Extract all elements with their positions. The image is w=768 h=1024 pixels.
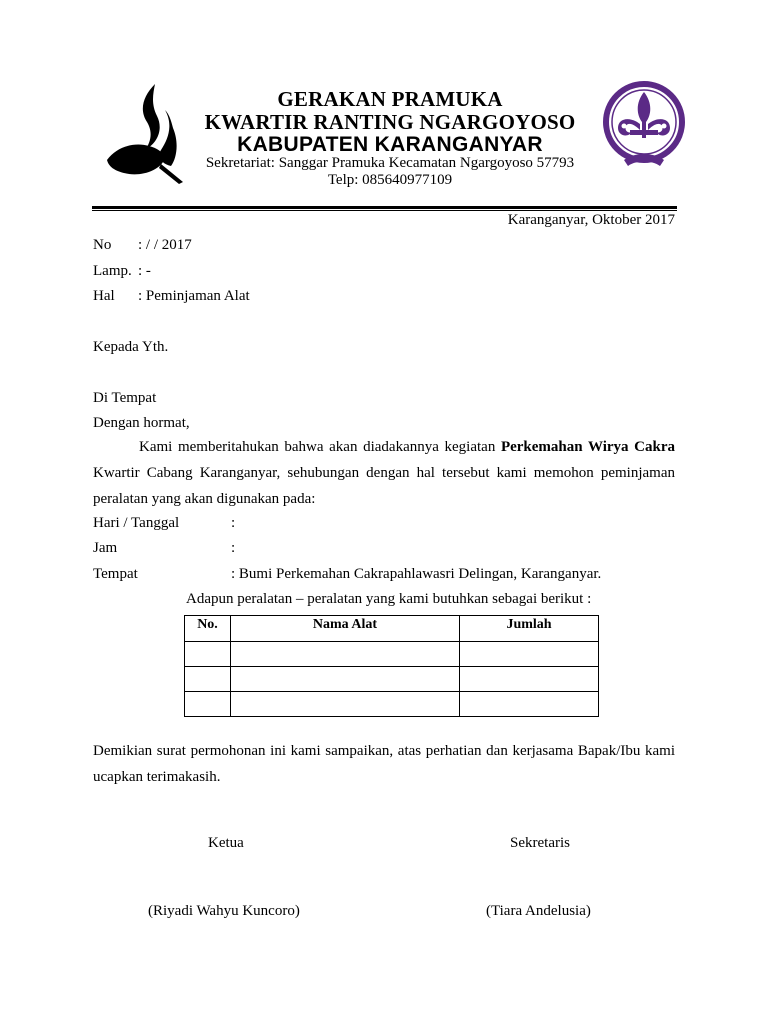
items-table: [184, 615, 599, 717]
closing-paragraph: Demikian surat permohonan ini kami sampaikan, atas perhatian dan kerjasama Bapak/Ibu kami ucapkan terimakasih.: [93, 743, 675, 785]
signature-left-name: (Riyadi Wahyu Kuncoro): [148, 903, 300, 919]
hari-label: Hari / Tanggal: [93, 515, 180, 531]
recipient-place: Di Tempat: [93, 390, 157, 406]
wosm-emblem-logo: [600, 80, 688, 176]
table-cell: [460, 692, 599, 717]
letterhead-rule-thin: [92, 210, 677, 211]
signature-right-title: Sekretaris: [510, 835, 570, 851]
table-cell: [185, 692, 231, 717]
table-row: [185, 667, 599, 692]
table-cell: [460, 642, 599, 667]
recipient: Kepada Yth.: [93, 339, 169, 355]
body-paragraph: [93, 434, 675, 512]
hal-value: : Peminjaman Alat: [138, 288, 250, 304]
tempat-value: : Bumi Perkemahan Cakrapahlawasri Delingan, Karanganyar.: [231, 566, 602, 582]
tunas-kelapa-logo: [103, 80, 185, 184]
table-header-row: [185, 616, 599, 642]
org-phone: Telp: 085640977109: [327, 172, 453, 188]
letterhead-rule-thick: [92, 206, 677, 209]
tempat-label: Tempat: [93, 566, 138, 582]
table-row: [185, 642, 599, 667]
greeting: Dengan hormat,: [93, 415, 190, 431]
no-value: : / / 2017: [138, 237, 192, 253]
table-cell: [185, 667, 231, 692]
table-cell: [231, 642, 460, 667]
items-intro: Adapun peralatan – peralatan yang kami butuhkan sebagai berikut :: [186, 591, 592, 607]
org-name-line1: GERAKAN PRAMUKA: [277, 87, 503, 111]
no-label: No: [93, 237, 112, 253]
table-cell: [185, 642, 231, 667]
lamp-label: Lamp.: [93, 263, 132, 279]
body-text-post: Kwartir Cabang Karanganyar, sehubungan dengan hal tersebut kami memohon peminjaman peralatan yang akan digunakan pada:: [93, 465, 675, 507]
event-name: Perkemahan Wirya Cakra: [500, 439, 675, 455]
org-name-line2: KWARTIR RANTING NGARGOYOSO: [204, 110, 576, 134]
jam-label: Jam: [93, 540, 118, 556]
org-name-line3: KABUPATEN KARANGANYAR: [237, 133, 543, 156]
table-cell: [231, 667, 460, 692]
body-text-pre: Kami memberitahukan bahwa akan diadakannya kegiatan: [139, 439, 501, 455]
header-no: No.: [185, 616, 231, 642]
table-cell: [460, 667, 599, 692]
jam-value: :: [231, 540, 236, 556]
place-date: Karanganyar, Oktober 2017: [507, 212, 675, 228]
table-row: [185, 692, 599, 717]
signature-left-title: Ketua: [208, 835, 244, 851]
signature-right-name: (Tiara Andelusia): [486, 903, 591, 919]
lamp-value: : -: [138, 263, 151, 279]
org-address: Sekretariat: Sanggar Pramuka Kecamatan Ngargoyoso 57793: [205, 155, 575, 171]
table-cell: [231, 692, 460, 717]
header-jumlah: Jumlah: [460, 616, 599, 642]
hal-label: Hal: [93, 288, 115, 304]
header-nama-alat: Nama Alat: [231, 616, 460, 642]
hari-value: :: [231, 515, 236, 531]
